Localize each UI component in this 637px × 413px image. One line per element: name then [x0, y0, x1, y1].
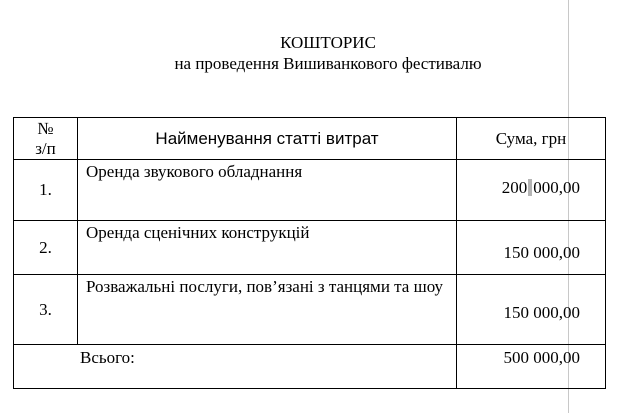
row-sum: 150 000,00: [503, 242, 580, 262]
row-sum-units: 000,00: [533, 178, 580, 197]
row-sum-cell[interactable]: [457, 221, 606, 275]
header-sum-cell[interactable]: [457, 118, 606, 160]
row-name: Оренда звукового обладнання: [86, 162, 303, 181]
row-name-cell[interactable]: [78, 221, 457, 275]
total-sum-cell[interactable]: [457, 345, 606, 389]
budget-table: [13, 117, 606, 389]
row-name: Розважальні послуги, пов’язані з танцями та шоу: [86, 277, 444, 296]
row-sum-thousands: 200: [501, 178, 528, 197]
row-name-cell[interactable]: [78, 160, 457, 221]
total-sum: 500 000,00: [503, 348, 580, 367]
row-name-cell[interactable]: [78, 275, 457, 345]
table-row: [14, 221, 606, 275]
header-name-label: Найменування статті витрат: [155, 128, 379, 148]
row-sum-cell[interactable]: [457, 275, 606, 345]
table-row: [14, 275, 606, 345]
document-subtitle: на проведення Вишиванкового фестивалю: [174, 54, 482, 73]
table-total-row: [14, 345, 606, 389]
header-number-symbol: №: [37, 118, 54, 138]
total-label-cell[interactable]: [14, 345, 457, 389]
row-number-cell[interactable]: [14, 160, 78, 221]
document-title: КОШТОРИС: [280, 33, 376, 52]
text-cursor: [528, 179, 532, 196]
row-sum: 150 000,00: [503, 302, 580, 322]
row-number: 3.: [39, 299, 52, 319]
row-number-cell[interactable]: [14, 275, 78, 345]
row-number: 1.: [39, 180, 52, 199]
table-header-row: [14, 118, 606, 160]
header-sum-label: Сума, грн: [495, 128, 567, 148]
header-name-cell[interactable]: [78, 118, 457, 160]
row-number: 2.: [39, 237, 52, 257]
row-name: Оренда сценічних конструкцій: [86, 223, 310, 242]
header-number-abbrev: з/п: [35, 138, 56, 158]
total-label: Всього:: [80, 348, 135, 367]
table-row: [14, 160, 606, 221]
row-sum-cell[interactable]: [457, 160, 606, 221]
row-number-cell[interactable]: [14, 221, 78, 275]
header-number-cell[interactable]: [14, 118, 78, 160]
